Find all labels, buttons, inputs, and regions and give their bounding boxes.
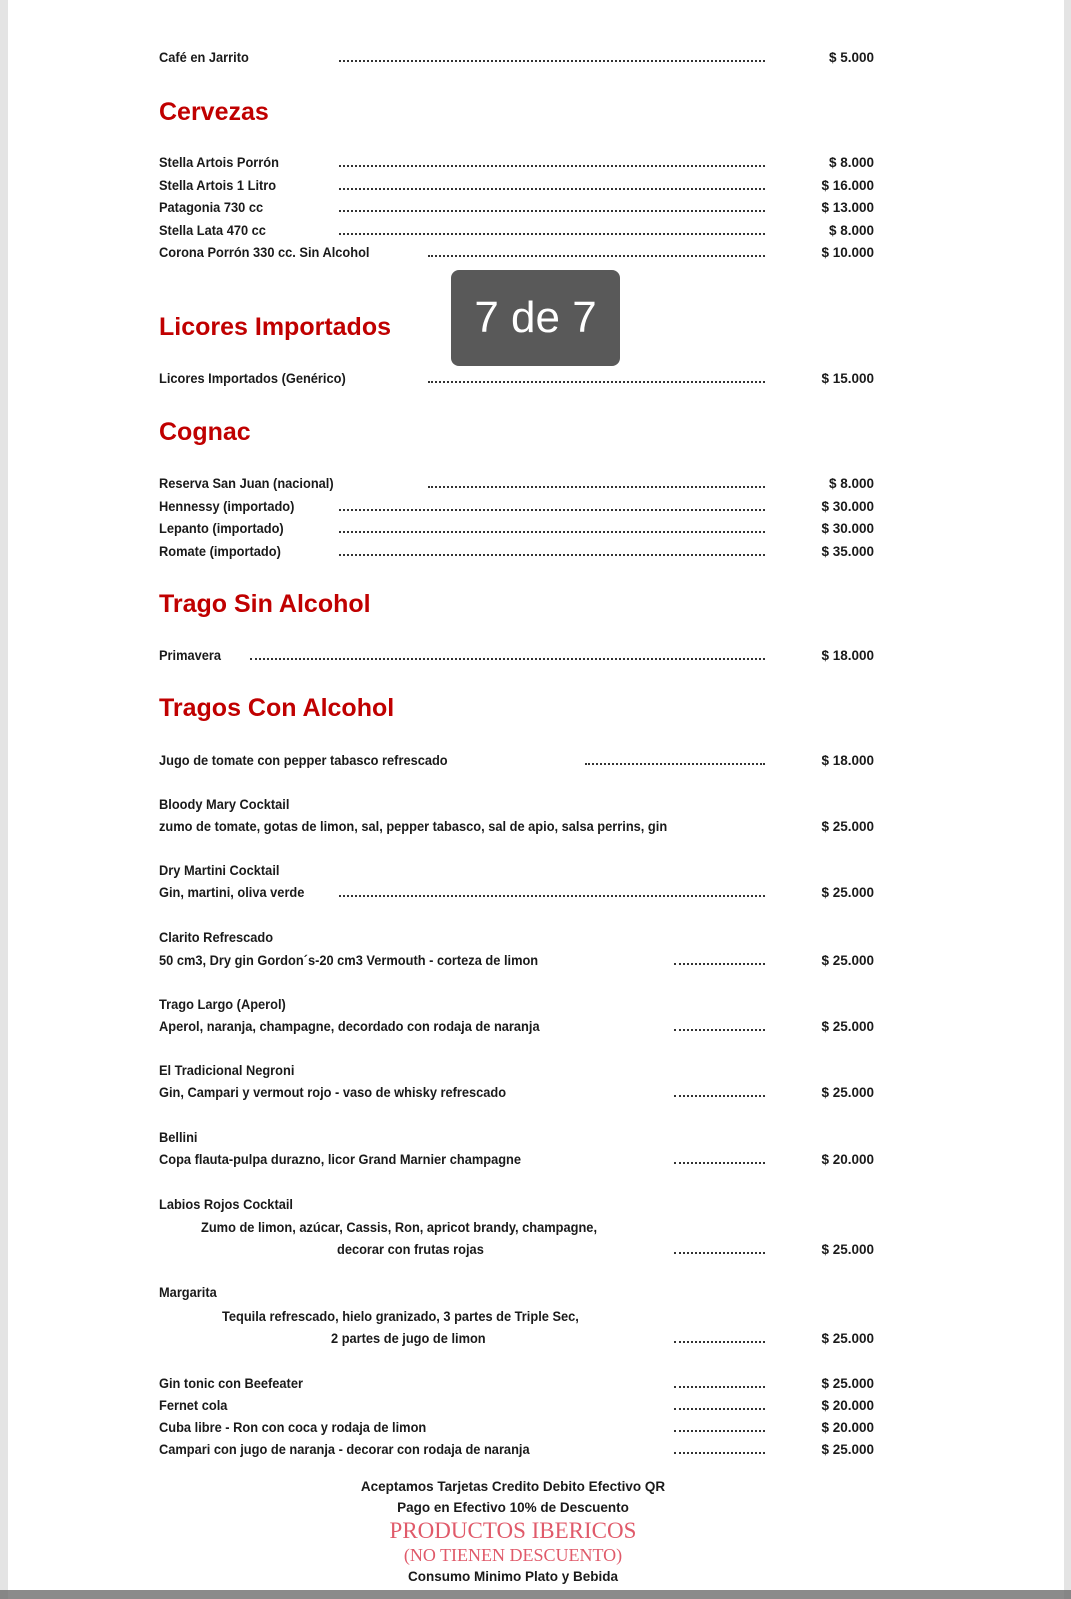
item-price: $ 13.000 (821, 200, 874, 215)
item-name: Labios Rojos Cocktail (159, 1197, 293, 1212)
item-name: Bloody Mary Cocktail (159, 797, 290, 812)
item-price: $ 20.000 (821, 1420, 874, 1435)
dot-leader (339, 165, 765, 167)
item-name: Lepanto (importado) (159, 521, 284, 536)
dot-leader (674, 1162, 765, 1164)
dot-leader (674, 1029, 765, 1031)
dot-leader (674, 1252, 765, 1254)
item-name: Trago Largo (Aperol) (159, 997, 286, 1012)
dot-leader (339, 188, 765, 190)
item-name: Licores Importados (Genérico) (159, 371, 346, 386)
item-price: $ 25.000 (821, 885, 874, 900)
item-description: Gin, martini, oliva verde (159, 885, 305, 900)
item-description: Zumo de limon, azúcar, Cassis, Ron, apricot brandy, champagne, (201, 1220, 598, 1235)
item-description: Tequila refrescado, hielo granizado, 3 partes de Triple Sec, (222, 1309, 579, 1324)
item-name: Stella Artois 1 Litro (159, 178, 277, 193)
section-heading: Trago Sin Alcohol (159, 590, 371, 618)
viewer-bottom-bar (0, 1590, 1071, 1599)
dot-leader (428, 381, 765, 383)
item-name: Jugo de tomate con pepper tabasco refrescado (159, 753, 448, 768)
dot-leader (428, 255, 765, 257)
item-description: 50 cm3, Dry gin Gordon´s-20 cm3 Vermouth - corteza de limon (159, 953, 539, 968)
item-description: Copa flauta-pulpa durazno, licor Grand Marnier champagne (159, 1152, 522, 1167)
minimum-consumption: Consumo Minimo Plato y Bebida (407, 1569, 618, 1584)
dot-leader (674, 1341, 765, 1343)
cash-discount: Pago en Efectivo 10% de Descuento (397, 1500, 629, 1515)
page-indicator: 7 de 7 (451, 270, 620, 366)
item-name: Campari con jugo de naranja - decorar con rodaja de naranja (159, 1442, 530, 1457)
item-price: $ 8.000 (828, 476, 874, 491)
item-name: Café en Jarrito (159, 50, 249, 65)
dot-leader (585, 763, 765, 765)
section-heading: Cervezas (159, 98, 269, 126)
item-name: Bellini (159, 1130, 198, 1145)
item-name: Romate (importado) (159, 544, 281, 559)
item-price: $ 8.000 (828, 155, 874, 170)
item-price: $ 10.000 (821, 245, 874, 260)
dot-leader (339, 210, 765, 212)
item-name: Cuba libre - Ron con coca y rodaja de limon (159, 1420, 427, 1435)
dot-leader (674, 1408, 765, 1410)
item-price: $ 30.000 (821, 499, 874, 514)
section-heading: Licores Importados (159, 313, 391, 341)
dot-leader (339, 509, 765, 511)
item-price: $ 20.000 (821, 1398, 874, 1413)
item-name: Margarita (159, 1285, 217, 1300)
dot-leader (674, 963, 765, 965)
item-price: $ 25.000 (821, 1376, 874, 1391)
section-heading: Tragos Con Alcohol (159, 694, 395, 722)
item-price: $ 25.000 (821, 1331, 874, 1346)
dot-leader (250, 658, 765, 660)
dot-leader (339, 554, 765, 556)
dot-leader (428, 486, 765, 488)
item-price: $ 30.000 (821, 521, 874, 536)
item-name: El Tradicional Negroni (159, 1063, 295, 1078)
item-description: zumo de tomate, gotas de limon, sal, pepper tabasco, sal de apio, salsa perrins, gin (159, 819, 668, 834)
no-discount-note: (NO TIENEN DESCUENTO) (403, 1545, 623, 1565)
section-heading: Cognac (159, 418, 251, 446)
item-price: $ 18.000 (821, 648, 874, 663)
item-name: Dry Martini Cocktail (159, 863, 280, 878)
item-price: $ 25.000 (821, 1019, 874, 1034)
item-price: $ 5.000 (828, 50, 874, 65)
item-price: $ 16.000 (821, 178, 874, 193)
dot-leader (674, 1095, 765, 1097)
item-price: $ 25.000 (821, 1085, 874, 1100)
item-price: $ 8.000 (828, 223, 874, 238)
menu-page (8, 0, 1064, 1599)
dot-leader (339, 233, 765, 235)
item-name: Corona Porrón 330 cc. Sin Alcohol (159, 245, 370, 260)
item-name: Gin tonic con Beefeater (159, 1376, 303, 1391)
dot-leader (674, 1386, 765, 1388)
dot-leader (339, 531, 765, 533)
item-price: $ 35.000 (821, 544, 874, 559)
dot-leader (339, 895, 765, 897)
dot-leader (674, 1452, 765, 1454)
item-price: $ 25.000 (821, 819, 874, 834)
item-price: $ 25.000 (821, 1242, 874, 1257)
item-description: decorar con frutas rojas (337, 1242, 484, 1257)
iberian-products: PRODUCTOS IBERICOS (389, 1518, 637, 1543)
item-name: Stella Lata 470 cc (159, 223, 266, 238)
item-price: $ 20.000 (821, 1152, 874, 1167)
item-name: Stella Artois Porrón (159, 155, 279, 170)
item-name: Patagonia 730 cc (159, 200, 264, 215)
item-price: $ 18.000 (821, 753, 874, 768)
payment-methods: Aceptamos Tarjetas Credito Debito Efectivo QR (360, 1479, 666, 1494)
dot-leader (674, 1430, 765, 1432)
item-name: Hennessy (importado) (159, 499, 295, 514)
item-name: Clarito Refrescado (159, 930, 274, 945)
item-name: Reserva San Juan (nacional) (159, 476, 334, 491)
item-description: Gin, Campari y vermout rojo - vaso de whisky refrescado (159, 1085, 507, 1100)
item-price: $ 15.000 (821, 371, 874, 386)
item-description: 2 partes de jugo de limon (331, 1331, 486, 1346)
item-description: Aperol, naranja, champagne, decordado con rodaja de naranja (159, 1019, 540, 1034)
dot-leader (339, 60, 765, 62)
item-price: $ 25.000 (821, 1442, 874, 1457)
item-name: Primavera (159, 648, 222, 663)
item-name: Fernet cola (159, 1398, 228, 1413)
item-price: $ 25.000 (821, 953, 874, 968)
